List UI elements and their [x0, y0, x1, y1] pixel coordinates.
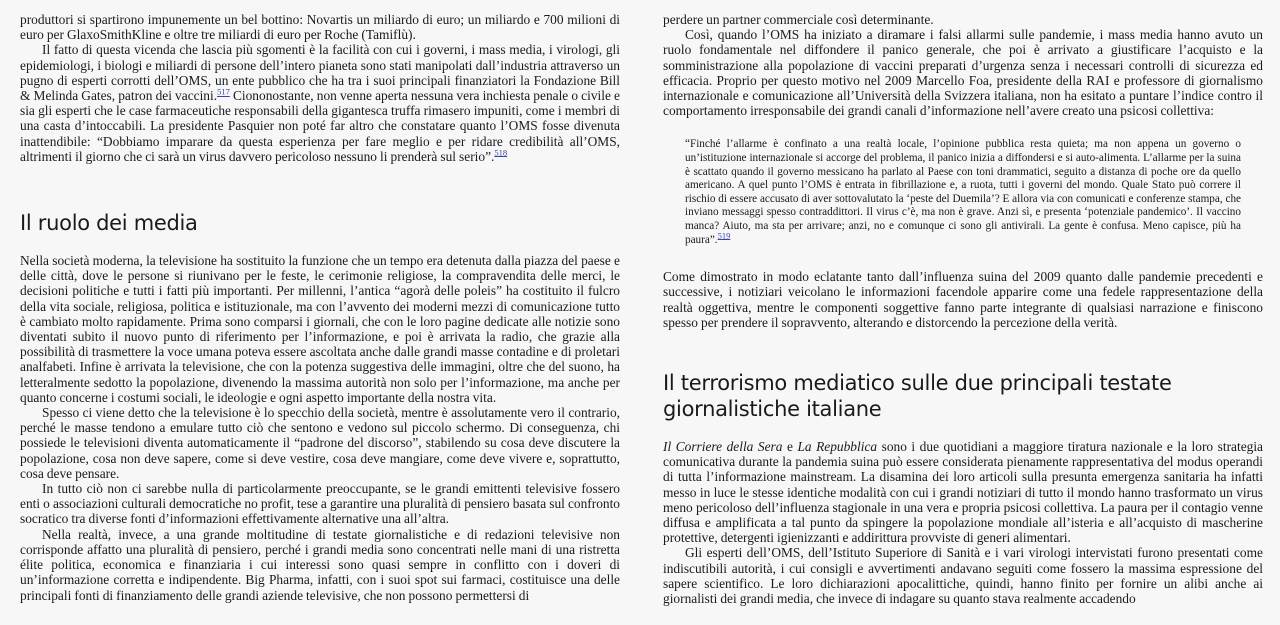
paragraph: Gli esperti dell’OMS, dell’Istituto Superiore di Sanità e i vari virologi intervistati furono presentati come indiscutibili autorità, i cui consigli e avvertimenti andavano seguiti come fossero la massima espressione del sapere scientifico. Le loro dichiarazioni apocalittiche, quindi, hanno finito per fornire un alibi anche ai giornalisti dei grandi media, che invece di indagare su quanto stava realmente accadendo — [663, 545, 1263, 607]
paragraph — [663, 439, 1263, 545]
paragraph: Spesso ci viene detto che la televisione è lo specchio della società, mentre è assolutamente vero il contrario, perché le masse tendono a emulare tutto ciò che sentono e vedono sul piccolo schermo. Di conseguenza, chi possiede le televisioni diventa automaticamente il “padrone del discorso”, stabilendo su cosa deve discutere la popolazione, cosa non deve sapere, come si deve vestire, cosa deve mangiare, come deve vivere e, soprattutto, cosa deve pensare. — [20, 405, 620, 481]
footnote-link-518[interactable]: 518 — [494, 147, 508, 158]
newspaper-title: Il Corriere della Sera — [663, 438, 783, 454]
footnote-link-519[interactable]: 519 — [717, 229, 731, 240]
paragraph-text: e — [782, 438, 798, 454]
left-page — [20, 0, 620, 625]
right-page — [663, 0, 1263, 625]
paragraph: Nella realtà, invece, a una grande moltitudine di testate giornalistiche e di redazioni televisive non corrisponde affatto una pluralità di pensiero, perché i grandi media sono concentrati nelle mani di una ristretta élite politica, economica e finanziaria i cui interessi sono quasi sempre in conflitto con i doveri di un’informazione corretta e indipendente. Big Pharma, infatti, con i suoi spot sui farmaci, costituisce una delle principali fonti di finanziamento delle grandi aziende televisive, che non possono permettersi di — [20, 526, 620, 603]
paragraph — [20, 42, 620, 164]
paragraph-text: Il fatto di questa vicenda che lascia più sgomenti è la facilità con cui i governi, i mass media, i virologi, gli epidemiologi, i biologi e miliardi di persone dell’intero pianeta sono stati manipolati dall’industria attraverso un pugno di esperti corrotti dell’OMS, un ente pubblico che ha tra i suoi principali finanziatori la Fondazione Bill & Melinda Gates, patron dei vaccini. — [20, 42, 620, 104]
paragraph-text: Ciononostante, non venne aperta nessuna vera inchiesta penale o civile e sia gli esperti che le case farmaceutiche responsabili della gigantesca truffa rimasero impuniti, come i membri di una casta d’intoccabili. La presidente Pasquier non poté far altro che constatare quanto l’OMS fosse divenuta inattendibile: “Dobbiamo imparare da questa esperienza per fare meglio e per ridare credibilità all’OMS, altrimenti il giorno che ci sarà un virus davvero pericoloso nessuno li prenderà sul serio”. — [20, 88, 620, 164]
paragraph: Nella società moderna, la televisione ha sostituito la funzione che un tempo era detenuta dalla piazza del paese e delle città, dove le persone si riunivano per le feste, le cerimonie religiose, la compravendita delle merci, le decisioni politiche e tutti i fatti più importanti. Per millenni, l’antica “agorà delle poleis” ha costituito il fulcro della vita sociale, religiosa, politica e istituzionale, ma con l’avvento dei moderni mezzi di comunicazione tutto è cambiato molto rapidamente. Prima sono comparsi i giornali, che con le loro pagine dedicate alle notizie sono diventati subito il nuovo punto di riferimento per l’informazione, e poi è arrivata la radio, che grazie alla possibilità di trasmettere la voce umana poteva essere ascoltata anche dalle grandi masse contadine e di proletari analfabeti. Infine è arrivata la televisione, che con la potenza suggestiva delle immagini, oltre che del suono, ha letteralmente sedotto la popolazione, divenendo la massima autorità non solo per l’informazione, ma anche per quanto concerne i costumi sociali, le ideologie e ogni aspetto importante della nostra vita. — [20, 253, 620, 405]
paragraph-text: sono i due quotidiani a maggiore tiratura nazionale e la loro strategia comunicativa durante la pandemia suina può essere considerata pienamente rappresentativa del modus operandi di tutta l’informazione mainstream. La disamina dei loro articoli sulla presunta emergenza sanitaria ha infatti messo in luce le stesse identiche modalità con cui i grandi notiziari di tutto il mondo hanno trasformato un virus meno pericoloso dell’influenza stagionale in una vera e propria psicosi collettiva. La paura per il contagio venne diffusa e amplificata a tal punto da spingere la popolazione mondiale all’isteria e all’acquisto di mascherine protettive, detergenti igienizzanti e addirittura provviste di generi alimentari. — [663, 438, 1263, 546]
paragraph: produttori si spartirono impunemente un bel bottino: Novartis un miliardo di euro; un miliardo e 700 milioni di euro per GlaxoSmithKline e oltre tre miliardi di euro per Roche (Tamiflù). — [20, 12, 620, 43]
paragraph: In tutto ciò non ci sarebbe nulla di particolarmente preoccupante, se le grandi emittenti televisive fossero enti o associazioni culturali democratiche no profit, tese a garantire una pluralità di pensiero basata sul confronto socratico tra diverse fonti d’informazioni effettivamente alternative una all’altra. — [20, 481, 620, 527]
footnote-link-517[interactable]: 517 — [217, 86, 230, 97]
paragraph: perdere un partner commerciale così determinante. — [663, 12, 934, 27]
paragraph: Così, quando l’OMS ha iniziato a diramare i falsi allarmi sulle pandemie, i mass media hanno avuto un ruolo fondamentale nel diffondere il panico generale, che poi è arrivato a giustificare l’acquisto e la somministrazione alla popolazione di vaccini preparati d’urgenza senza i necessari controlli di sicurezza ed efficacia. Proprio per questo motivo nel 2009 Marcello Foa, presidente della RAI e professore di giornalismo internazionale e comunicazione all’Università della Svizzera italiana, non ha esitato a puntare l’indice contro il comportamento irresponsabile dei grandi canali d’informazione nell’avere creato una psicosi collettiva: — [663, 27, 1263, 119]
section-heading: Il ruolo dei media — [20, 211, 198, 236]
section-heading: Il terrorismo mediatico sulle due principali testate giornalistiche italiane — [663, 370, 1172, 421]
quote-text: “Finché l’allarme è confinato a una realtà locale, l’opinione pubblica resta quieta; ma non appena un governo o un’istituzione internazionale si accorge del problema, il panico inizia a diffondersi e si auto-alimenta. L’allarme per la suina è scattato quando il governo messicano ha parlato al Paese con toni drammatici, seguito a distanza di poche ore da quello americano. A quel punto l’OMS è entrata in fibrillazione e, a ruota, tutti i governi del mondo. Quale Stato può correre il rischio di essere accusato di aver sottovalutato la ‘peste del Duemila’? E allora via con comunicati e conferenze stampa, che inviano messaggi spesso contraddittori. Il virus c’è, ma non è grave. Anzi sì, e presenta ‘potenziale pandemico’. Il vaccino manca? Aiuto, ma sta per arrivare; anzi, no e comunque ci sono gli antivirali. La gente è confusa. Meno capisce, più ha paura”. — [685, 138, 1241, 246]
block-quote — [663, 138, 1263, 247]
paragraph: Come dimostrato in modo eclatante tanto dall’influenza suina del 2009 quanto dalle pandemie precedenti e successive, i notiziari veicolano le informazioni facendole apparire come una fedele rappresentazione della realtà oggettiva, mentre le componenti soggettive fanno parte integrante di qualsiasi narrazione e finiscono spesso per prendere il sopravvento, alterando e distorcendo la percezione della verità. — [663, 269, 1263, 330]
newspaper-title: La Repubblica — [797, 438, 878, 454]
